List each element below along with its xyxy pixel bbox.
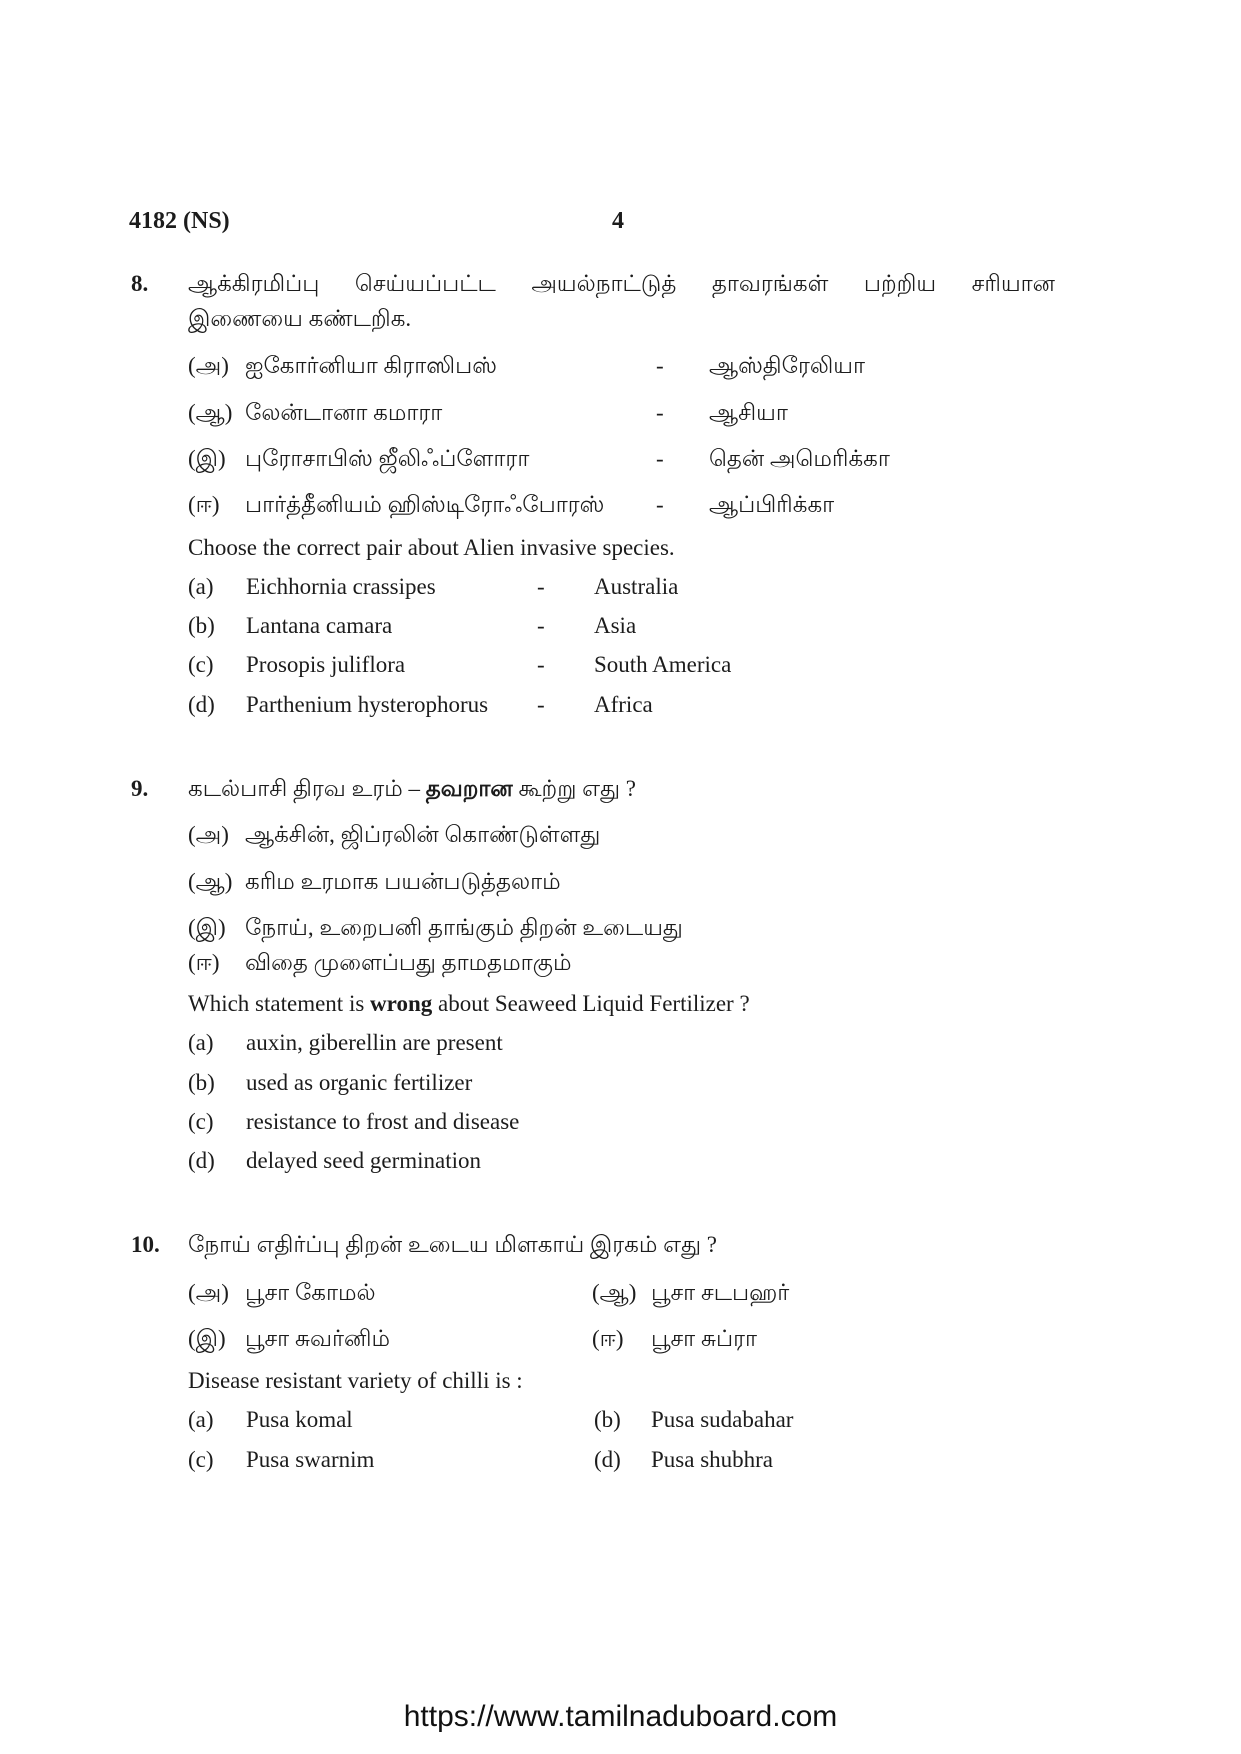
emphasized-word: wrong <box>370 991 433 1016</box>
question-text-part: about Seaweed Liquid Fertilizer ? <box>432 991 750 1016</box>
plant-name: லேன்டானா கமாரா <box>245 400 443 425</box>
english-option-row <box>0 573 1241 601</box>
option-text: ஆக்சின், ஜிப்ரலின் கொண்டுள்ளது <box>245 822 601 847</box>
tamil-option-row <box>0 868 1241 896</box>
option-label: (c) <box>188 652 214 677</box>
region-name: Africa <box>594 692 653 717</box>
option-text: Pusa swarnim <box>246 1447 375 1472</box>
option-text: பூசா சுவர்னிம் <box>245 1326 391 1351</box>
tamil-option-row <box>0 491 1241 519</box>
plant-name: பார்த்தீனியம் ஹிஸ்டிரோஃபோரஸ் <box>245 492 605 517</box>
question-text-part: கூற்று எது ? <box>512 776 637 801</box>
option-text: resistance to frost and disease <box>246 1109 520 1134</box>
region-name: South America <box>594 652 732 677</box>
tamil-option-row <box>0 1279 1241 1307</box>
tamil-question-text: இணையை கண்டறிக. <box>188 306 412 331</box>
option-label: (அ) <box>188 353 229 378</box>
region-name: ஆஸ்திரேலியா <box>709 353 866 378</box>
option-text: பூசா கோமல் <box>245 1280 376 1305</box>
plant-name: ஐகோர்னியா கிராஸிபஸ் <box>245 353 497 378</box>
plant-name: Parthenium hysterophorus <box>246 692 489 717</box>
question-8-english <box>0 534 1241 562</box>
option-text: used as organic fertilizer <box>246 1070 473 1095</box>
question-10-tamil <box>0 1231 1241 1259</box>
option-label: (b) <box>188 1070 215 1095</box>
pair-dash: - <box>656 492 664 517</box>
option-text: பூசா சடபஹர் <box>651 1280 790 1305</box>
english-option-row <box>0 1069 1241 1097</box>
region-name: Asia <box>594 613 637 638</box>
option-label: (d) <box>594 1447 621 1472</box>
tamil-option-row <box>0 914 1241 942</box>
option-label: (அ) <box>188 822 229 847</box>
region-name: ஆப்பிரிக்கா <box>709 492 835 517</box>
pair-dash: - <box>537 652 545 677</box>
option-label: (a) <box>188 1407 214 1432</box>
tamil-option-row <box>0 399 1241 427</box>
option-text: கரிம உரமாக பயன்படுத்தலாம் <box>245 869 561 894</box>
option-label: (d) <box>188 1148 215 1173</box>
footer-url: https://www.tamilnaduboard.com <box>403 1700 838 1733</box>
question-number: 10. <box>131 1232 160 1257</box>
plant-name: புரோசாபிஸ் ஜீலிஃப்ளோரா <box>245 446 530 471</box>
option-label: (b) <box>594 1407 621 1432</box>
option-label: (இ) <box>188 1326 226 1351</box>
page-header <box>0 207 1241 235</box>
english-option-row <box>0 1446 1241 1474</box>
option-label: (ஆ) <box>188 869 233 894</box>
option-text: auxin, giberellin are present <box>246 1030 503 1055</box>
option-text: Pusa komal <box>246 1407 353 1432</box>
pair-dash: - <box>537 692 545 717</box>
english-option-row <box>0 1108 1241 1136</box>
emphasized-word: தவறான <box>425 776 513 801</box>
option-label: (c) <box>188 1447 214 1472</box>
region-name: Australia <box>594 574 679 599</box>
option-label: (இ) <box>188 446 226 471</box>
tamil-option-row <box>0 1325 1241 1353</box>
page-number: 4 <box>612 208 624 234</box>
plant-name: Prosopis juliflora <box>246 652 406 677</box>
plant-name: Eichhornia crassipes <box>246 574 436 599</box>
tamil-option-row <box>0 352 1241 380</box>
option-label: (இ) <box>188 915 226 940</box>
paper-code: 4182 (NS) <box>129 208 230 234</box>
tamil-question-text: ஆக்கிரமிப்பு செய்யப்பட்ட அயல்நாட்டுத் தாவரங்கள் பற்றிய சரியான <box>188 271 1055 296</box>
option-label: (c) <box>188 1109 214 1134</box>
question-9-english <box>0 990 1241 1018</box>
tamil-option-row <box>0 949 1241 977</box>
option-text: நோய், உறைபனி தாங்கும் திறன் உடையது <box>245 915 683 940</box>
tamil-option-row <box>0 821 1241 849</box>
option-label: (a) <box>188 574 214 599</box>
region-name: தென் அமெரிக்கா <box>709 446 890 471</box>
question-8-tamil-line-2 <box>0 305 1241 333</box>
question-10-english <box>0 1367 1241 1395</box>
english-option-row <box>0 1147 1241 1175</box>
option-label: (அ) <box>188 1280 229 1305</box>
english-option-row <box>0 1406 1241 1434</box>
english-option-row <box>0 612 1241 640</box>
question-8-tamil-line-1 <box>0 270 1241 298</box>
english-question-text: Choose the correct pair about Alien invasive species. <box>188 535 675 560</box>
tamil-option-row <box>0 445 1241 473</box>
question-9-tamil <box>0 775 1241 803</box>
option-text: விதை முளைப்பது தாமதமாகும் <box>245 950 572 975</box>
pair-dash: - <box>656 446 664 471</box>
pair-dash: - <box>656 353 664 378</box>
pair-dash: - <box>537 574 545 599</box>
tamil-question-text: நோய் எதிர்ப்பு திறன் உடைய மிளகாய் இரகம் எது ? <box>188 1232 717 1257</box>
option-text: Pusa sudabahar <box>651 1407 794 1432</box>
english-question-text <box>188 990 750 1018</box>
option-label: (ஈ) <box>592 1326 624 1351</box>
option-text: பூசா சுப்ரா <box>651 1326 757 1351</box>
pair-dash: - <box>537 613 545 638</box>
question-text-part: கடல்பாசி திரவ உரம் – <box>188 776 426 801</box>
option-label: (ஈ) <box>188 950 220 975</box>
plant-name: Lantana camara <box>246 613 393 638</box>
english-option-row <box>0 691 1241 719</box>
question-text-part: Which statement is <box>188 991 371 1016</box>
option-label: (a) <box>188 1030 214 1055</box>
english-question-text: Disease resistant variety of chilli is : <box>188 1368 523 1393</box>
option-label: (ஆ) <box>188 400 233 425</box>
option-label: (b) <box>188 613 215 638</box>
option-text: delayed seed germination <box>246 1148 482 1173</box>
region-name: ஆசியா <box>709 400 788 425</box>
tamil-question-text <box>188 775 636 803</box>
english-option-row <box>0 1029 1241 1057</box>
english-option-row <box>0 651 1241 679</box>
question-number: 8. <box>131 271 149 296</box>
question-number: 9. <box>131 776 149 801</box>
option-label: (ஆ) <box>592 1280 637 1305</box>
option-text: Pusa shubhra <box>651 1447 774 1472</box>
option-label: (ஈ) <box>188 492 220 517</box>
option-label: (d) <box>188 692 215 717</box>
pair-dash: - <box>656 400 664 425</box>
